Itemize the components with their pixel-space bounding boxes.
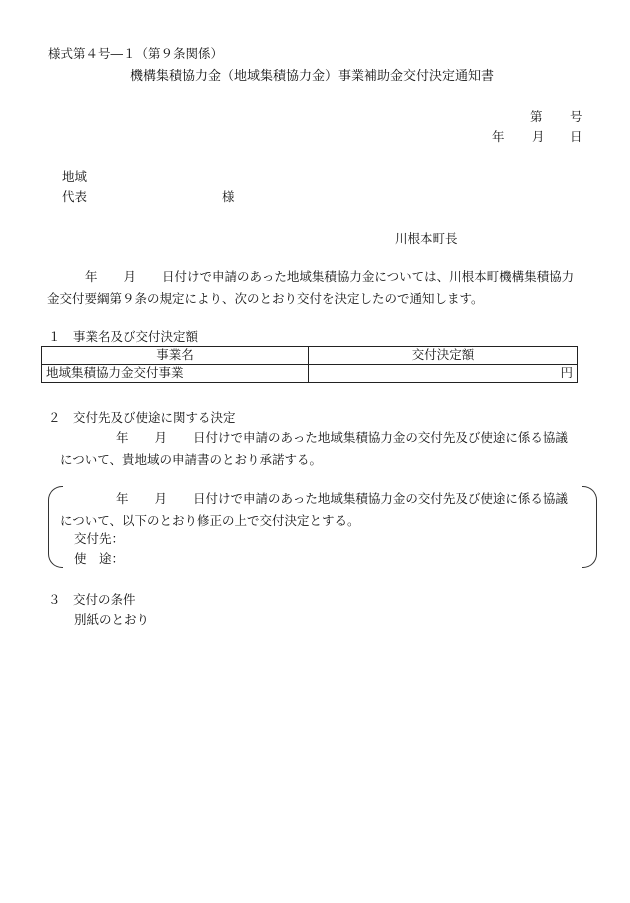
- addressee-representative: 代表: [62, 189, 88, 204]
- table-header-row: [42, 347, 578, 365]
- intro-paragraph: [47, 266, 579, 310]
- table-header-project: 事業名: [42, 347, 309, 365]
- section2-modification-paragraph: [60, 488, 580, 532]
- section3-body: 別紙のとおり: [74, 612, 150, 627]
- section1-heading: １ 事業名及び交付決定額: [48, 329, 199, 344]
- intro-year: 年: [85, 269, 98, 284]
- amount-cell: 円: [309, 365, 578, 383]
- recipient-label: 交付先：: [74, 531, 125, 546]
- intro-month: 月: [123, 269, 137, 284]
- approval-text: 日付けで申請のあった地域集積協力金の交付先及び使途に係る協議について、貴地域の申請書のとおり承諾する。: [60, 430, 568, 467]
- project-name-cell: 地域集積協力金交付事業: [42, 365, 309, 383]
- bracket-right: [582, 486, 597, 568]
- document-title: 機構集積協力金（地域集積協力金）事業補助金交付決定通知書: [130, 69, 495, 84]
- date-month: 月: [532, 129, 545, 144]
- intro-text: 日付けで申請のあった地域集積協力金については、川根本町機構集積協力金交付要綱第９条の規定により、次のとおり交付を決定したので通知します。: [47, 269, 575, 306]
- addressee-region: 地域: [62, 169, 88, 184]
- table-header-amount: 交付決定額: [309, 347, 578, 365]
- grant-table: [41, 346, 578, 383]
- approval-month: 月: [154, 430, 168, 445]
- table-row: [42, 365, 578, 383]
- date-day: 日: [570, 129, 583, 144]
- modification-year: 年: [116, 491, 129, 506]
- doc-number-suffix: 号: [570, 109, 583, 124]
- section2-approval-paragraph: [60, 427, 580, 471]
- use-label: 使 途：: [74, 551, 125, 566]
- section2-heading: ２ 交付先及び使途に関する決定: [48, 410, 236, 425]
- addressee-honorific: 様: [222, 189, 235, 204]
- modification-month: 月: [154, 491, 168, 506]
- form-number: 様式第４号―１（第９条関係）: [48, 46, 224, 61]
- modification-text: 日付けで申請のあった地域集積協力金の交付先及び使途に係る協議について、以下のとおり修正の上で交付決定とする。: [60, 491, 568, 528]
- date-year: 年: [492, 129, 505, 144]
- section3-heading: ３ 交付の条件: [48, 592, 136, 607]
- issuer: 川根本町長: [395, 231, 458, 246]
- doc-number-prefix: 第: [530, 109, 543, 124]
- approval-year: 年: [116, 430, 129, 445]
